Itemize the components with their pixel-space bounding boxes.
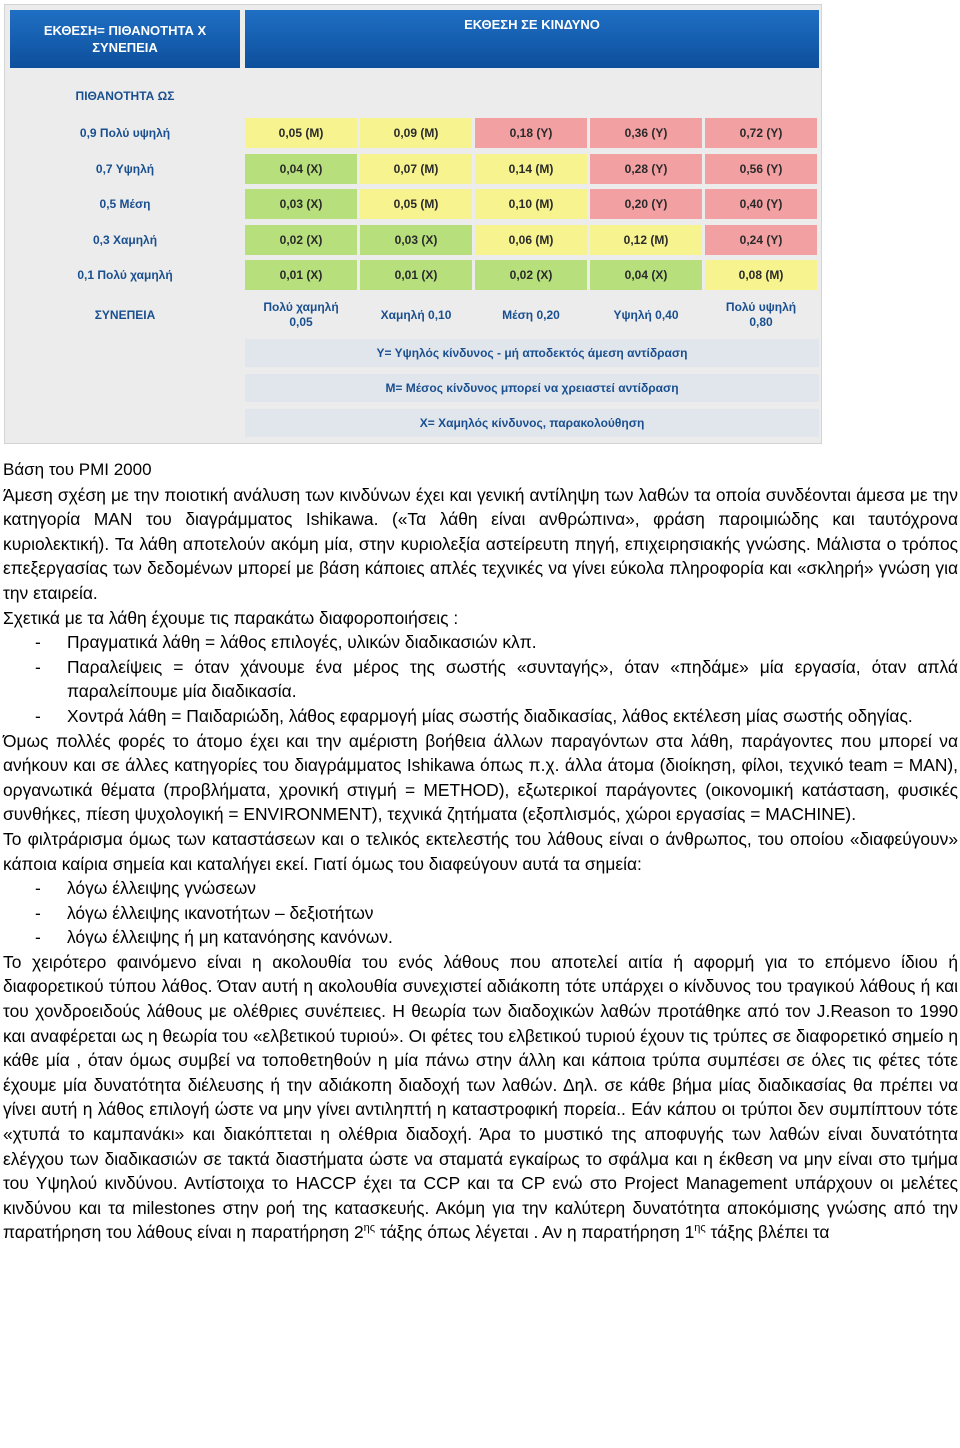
legend-high: Υ= Υψηλός κίνδυνος - μή αποδεκτός άμεση αντίδραση bbox=[245, 339, 819, 367]
paragraph-3: Όμως πολλές φορές το άτομο έχει και την αμέριστη βοήθεια άλλων παραγόντων στα λάθη, παράγοντες που μπορεί να ανήκουν και σε άλλες κατηγορίες του διαγράμματος Ishikawa όπως π.χ. άλλα άτομα (διοίκηση, φίλοι, τεχνικό team = MAN), οργανωτικά θέματα (προβλήματα, χρονική στιγμή = METHOD), εξωτερικοί παράγοντες (οικονομική κατάσταση, φυσικές συνθήκες, πίεση ψυχολογική = ENVIRONMENT), τεχνικά ζητήματα (εξοπλισμός, χώροι εργασίας = MACHINE). bbox=[3, 730, 958, 825]
consequence-label: Υψηλή 0,40 bbox=[613, 307, 679, 322]
exposure-cell: 0,06 (Μ) bbox=[475, 225, 587, 255]
risk-matrix-figure bbox=[4, 4, 822, 444]
legend-medium: Μ= Μέσος κίνδυνος μπορεί να χρειαστεί αντίδραση bbox=[245, 374, 819, 402]
exposure-cell: 0,20 (Υ) bbox=[590, 189, 702, 219]
figure-caption: Βάση του PMI 2000 bbox=[3, 460, 152, 479]
exposure-cell: 0,05 (Μ) bbox=[360, 189, 472, 219]
list-item: - Πραγματικά λάθη = λάθος επιλογές, υλικών διαδικασιών κλπ. bbox=[35, 632, 537, 653]
exposure-cell: 0,01 (Χ) bbox=[245, 260, 357, 290]
probability-label: 0,9 Πολύ υψηλή bbox=[79, 126, 171, 140]
exposure-cell: 0,72 (Υ) bbox=[705, 118, 817, 148]
consequence-label: Χαμηλή 0,10 bbox=[380, 307, 452, 322]
paragraph-4: Το φιλτράρισμα όμως των καταστάσεων και ο τελικός εκτελεστής του λάθους είναι ο άνθρωπος, του οποίου «διαφεύγουν» κάποια καίρια σημεία και καταλήγει εκεί. Γιατί όμως του διαφεύγουν αυτά τα σημεία: bbox=[3, 828, 958, 874]
exposure-cell: 0,28 (Υ) bbox=[590, 154, 702, 184]
exposure-cell: 0,02 (Χ) bbox=[475, 260, 587, 290]
legend-low: Χ= Χαμηλός κίνδυνος, παρακολούθηση bbox=[245, 409, 819, 437]
exposure-cell: 0,56 (Υ) bbox=[705, 154, 817, 184]
exposure-cell: 0,04 (Χ) bbox=[590, 260, 702, 290]
exposure-cell: 0,10 (Μ) bbox=[475, 189, 587, 219]
exposure-cell: 0,07 (Μ) bbox=[360, 154, 472, 184]
exposure-cell: 0,40 (Υ) bbox=[705, 189, 817, 219]
consequence-label: Πολύ υψηλή 0,80 bbox=[725, 300, 797, 329]
exposure-cell: 0,18 (Υ) bbox=[475, 118, 587, 148]
exposure-formula-line2: ΣΥΝΕΠΕΙΑ bbox=[92, 40, 158, 55]
list-item: - Παραλείψεις = όταν χάνουμε ένα μέρος της σωστής «συνταγής», όταν «πηδάμε» μία εργασία, όταν απλά παραλείπουμε μία διαδικασία. bbox=[35, 656, 958, 702]
exposure-cell: 0,09 (Μ) bbox=[360, 118, 472, 148]
paragraph-2: Σχετικά με τα λάθη έχουμε τις παρακάτω διαφοροποιήσεις : bbox=[3, 607, 459, 628]
exposure-cell: 0,14 (Μ) bbox=[475, 154, 587, 184]
probability-label: 0,5 Μέση bbox=[99, 197, 151, 211]
probability-title: ΠΙΘΑΝΟΤΗΤΑ ΩΣ bbox=[75, 89, 175, 103]
risk-exposure-header: ΕΚΘΕΣΗ ΣΕ ΚΙΝΔΥΝΟ bbox=[245, 10, 819, 68]
probability-label: 0,7 Υψηλή bbox=[95, 162, 155, 176]
consequence-title: ΣΥΝΕΠΕΙΑ bbox=[94, 308, 156, 322]
exposure-formula-line1: ΕΚΘΕΣΗ= ΠΙΘΑΝΟΤΗΤΑ Χ bbox=[43, 23, 207, 38]
exposure-cell: 0,03 (Χ) bbox=[360, 225, 472, 255]
paragraph-5: Το χειρότερο φαινόμενο είναι η ακολουθία του ενός λάθους που αποτελεί αιτία ή αφορμή για το επόμενο ίδιου ή διαφορετικού τύπου λάθος. Όταν αυτή η ακολουθία συνεχιστεί αδιάκοπη τότε υπάρχει ο κίνδυνος του τραγικού λάθους ή και του χονδροειδούς λάθους με ολέθριες συνέπειες. Η θεωρία των διαδοχικών λαθών προτάθηκε από τον J.Reason το 1990 και αναφέρεται ως η θεωρία του «ελβετικού τυριού». Οι φέτες του ελβετικού τυριού έχουν τις τρύπες σε διαφορετικό σημείο η κάθε μία , όταν όμως συμβεί να τοποθετηθούν η μία πάνω στην άλλη και κάποια τρύπα συμπέσει σε όλες τις φέτες τότε έχουμε μία δυνατότητα διέλευσης ή την αδιάκοπη διαδοχή των λαθών. Δηλ. σε κάθε βήμα μίας διαδικασίας θα πρέπει να γίνει αυτή η λάθος επιλογή ώστε να μην γίνει αντιληπτή η καταστροφική πορεία.. Εάν κάπου οι τρύποι δεν συμπίπτουν τότε «χτυπά το καμπανάκι» και διακόπτεται η ολέθρια διαδοχή. Άρα το μυστικό της αποφυγής των λαθών είναι δυνατότητα ελέγχου των διαδικασιών σε τακτά διαστήματα ώστε να σταματά εγκαίρως το σφάλμα και η έκθεση να μην είναι στο τμήμα του Υψηλού κινδύνου. Αντίστοιχα το HACCP έχει τα CCP και τα CP ενώ στο Project Management υπάρχουν οι μελέτες κινδύνου και τα milestones στην ροή της κατασκευής. Ακόμη για την καλύτερη δυνατότητα αποκόμισης γνώσης από την παρατήρηση του λάθους είναι η παρατήρηση $2^{\eta\varsigma}$ τάξης όπως λέγεται . Αν η παρατήρηση $1^{\eta\varsigma}$ τάξης βλέπει τα bbox=[3, 951, 958, 1243]
exposure-cell: 0,12 (Μ) bbox=[590, 225, 702, 255]
list-item: - Χοντρά λάθη = Παιδαριώδη, λάθος εφαρμογή μίας σωστής διαδικασίας, λάθος εκτέλεση μίας σωστής οδηγίας. bbox=[35, 705, 913, 726]
list-item: - λόγω έλλειψης γνώσεων bbox=[35, 878, 256, 899]
exposure-cell: 0,24 (Υ) bbox=[705, 225, 817, 255]
exposure-cell: 0,04 (Χ) bbox=[245, 154, 357, 184]
exposure-cell: 0,01 (Χ) bbox=[360, 260, 472, 290]
exposure-cell: 0,08 (Μ) bbox=[705, 260, 817, 290]
probability-label: 0,1 Πολύ χαμηλή bbox=[77, 268, 173, 282]
paragraph-1: Άμεση σχέση με την ποιοτική ανάλυση των κινδύνων έχει και γενική αντίληψη των λαθών τα οποία συνδέονται άμεσα με την κατηγορία MAN του διαγράμματος Ishikawa. («Τα λάθη είναι ανθρώπινα», φράση παροιμιώδης και ταυτόχρονα κυριολεκτική). Τα λάθη αποτελούν ακόμη μία, στην κυριολεξία αστείρευτη πηγή, επιχειρησιακής γνώσης. Μάλιστα ο τρόπος επεξεργασίας των δεδομένων μπορεί με βάση κάποιες απλές τεχνικές να γίνει εύκολα πληροφορία και «σκληρή» γνώση για την εταιρεία. bbox=[3, 484, 958, 603]
document-body bbox=[3, 458, 958, 1245]
exposure-cell: 0,02 (Χ) bbox=[245, 225, 357, 255]
probability-label: 0,3 Χαμηλή bbox=[92, 233, 158, 247]
list-item: - λόγω έλλειψης ικανοτήτων – δεξιοτήτων bbox=[35, 902, 374, 923]
consequence-label: Πολύ χαμηλή 0,05 bbox=[263, 300, 339, 329]
list-item: - λόγω έλλειψης ή μη κατανόησης κανόνων. bbox=[35, 927, 393, 948]
consequence-label: Μέση 0,20 bbox=[502, 307, 560, 322]
exposure-cell: 0,05 (Μ) bbox=[245, 118, 357, 148]
exposure-cell: 0,36 (Υ) bbox=[590, 118, 702, 148]
exposure-formula-header bbox=[10, 10, 240, 68]
exposure-cell: 0,03 (Χ) bbox=[245, 189, 357, 219]
